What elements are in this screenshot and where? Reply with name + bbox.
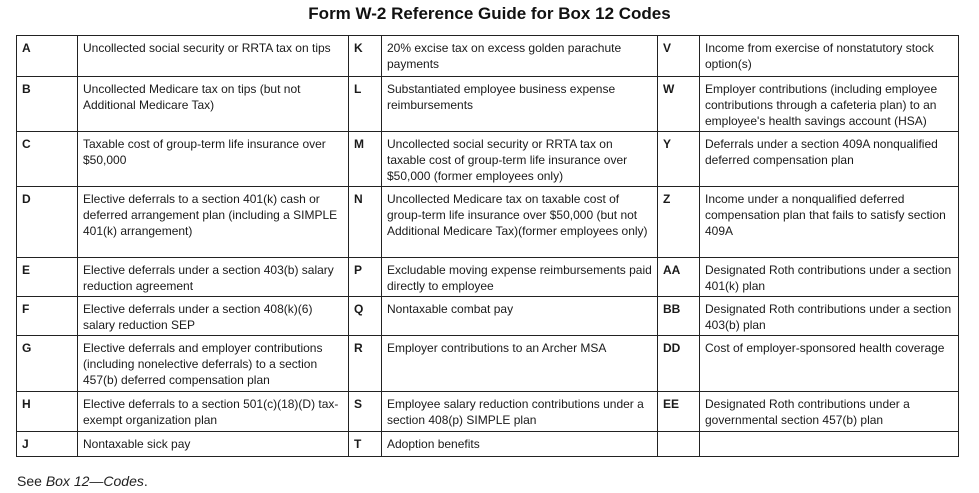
description-cell: Elective deferrals to a section 501(c)(18)(D) tax-exempt organization plan: [78, 392, 349, 432]
table-row: [17, 297, 959, 336]
description-cell: Uncollected Medicare tax on taxable cost of group-term life insurance over $50,000 (but not Additional Medicare Tax)(former employees only): [382, 187, 658, 258]
description-cell: Elective deferrals under a section 408(k)(6) salary reduction SEP: [78, 297, 349, 336]
code-cell: H: [17, 392, 78, 432]
box12-codes-table: [16, 35, 959, 457]
description-cell: Designated Roth contributions under a governmental section 457(b) plan: [700, 392, 959, 432]
code-cell: AA: [658, 258, 700, 297]
table-row: [17, 36, 959, 77]
code-cell: M: [349, 132, 382, 187]
code-cell: C: [17, 132, 78, 187]
description-cell: Designated Roth contributions under a section 401(k) plan: [700, 258, 959, 297]
code-cell: W: [658, 77, 700, 132]
code-cell: J: [17, 432, 78, 457]
description-cell: Employer contributions (including employee contributions through a cafeteria plan) to an employee's health savings account (HSA): [700, 77, 959, 132]
code-cell: N: [349, 187, 382, 258]
description-cell: Uncollected Medicare tax on tips (but not Additional Medicare Tax): [78, 77, 349, 132]
description-cell: Deferrals under a section 409A nonqualified deferred compensation plan: [700, 132, 959, 187]
description-cell: Uncollected social security or RRTA tax on taxable cost of group-term life insurance over $50,000 (former employees only): [382, 132, 658, 187]
table-row: [17, 432, 959, 457]
description-cell: Elective deferrals and employer contributions (including nonelective deferrals) to a section 457(b) deferred compensation plan: [78, 336, 349, 392]
code-cell: Y: [658, 132, 700, 187]
code-cell: R: [349, 336, 382, 392]
empty-code-cell: [658, 432, 700, 457]
footnote-suffix: .: [143, 473, 148, 489]
description-cell: Taxable cost of group-term life insurance over $50,000: [78, 132, 349, 187]
box12-codes-reference-link[interactable]: Box 12—Codes: [45, 473, 144, 489]
table-row: [17, 336, 959, 392]
description-cell: Nontaxable sick pay: [78, 432, 349, 457]
description-cell: Cost of employer-sponsored health coverage: [700, 336, 959, 392]
description-cell: Elective deferrals under a section 403(b) salary reduction agreement: [78, 258, 349, 297]
empty-description-cell: [700, 432, 959, 457]
code-cell: K: [349, 36, 382, 77]
table-row: [17, 77, 959, 132]
code-cell: G: [17, 336, 78, 392]
code-cell: Z: [658, 187, 700, 258]
code-cell: Q: [349, 297, 382, 336]
code-cell: P: [349, 258, 382, 297]
description-cell: Income from exercise of nonstatutory stock option(s): [700, 36, 959, 77]
code-cell: D: [17, 187, 78, 258]
code-cell: EE: [658, 392, 700, 432]
code-cell: E: [17, 258, 78, 297]
description-cell: Employer contributions to an Archer MSA: [382, 336, 658, 392]
footnote-prefix: See: [17, 473, 46, 489]
code-cell: DD: [658, 336, 700, 392]
description-cell: Nontaxable combat pay: [382, 297, 658, 336]
description-cell: Substantiated employee business expense reimbursements: [382, 77, 658, 132]
code-cell: V: [658, 36, 700, 77]
code-cell: F: [17, 297, 78, 336]
table-row: [17, 392, 959, 432]
description-cell: 20% excise tax on excess golden parachute payments: [382, 36, 658, 77]
code-cell: BB: [658, 297, 700, 336]
description-cell: Elective deferrals to a section 401(k) cash or deferred arrangement plan (including a SIMPLE 401(k) arrangement): [78, 187, 349, 258]
description-cell: Income under a nonqualified deferred compensation plan that fails to satisfy section 409A: [700, 187, 959, 258]
code-cell: S: [349, 392, 382, 432]
description-cell: Adoption benefits: [382, 432, 658, 457]
description-cell: Employee salary reduction contributions under a section 408(p) SIMPLE plan: [382, 392, 658, 432]
description-cell: Uncollected social security or RRTA tax on tips: [78, 36, 349, 77]
code-cell: A: [17, 36, 78, 77]
table-row: [17, 132, 959, 187]
code-cell: B: [17, 77, 78, 132]
table-row: [17, 258, 959, 297]
page-title: Form W-2 Reference Guide for Box 12 Codes: [308, 4, 671, 23]
code-cell: L: [349, 77, 382, 132]
description-cell: Designated Roth contributions under a section 403(b) plan: [700, 297, 959, 336]
footnote: [17, 473, 148, 489]
code-cell: T: [349, 432, 382, 457]
description-cell: Excludable moving expense reimbursements paid directly to employee: [382, 258, 658, 297]
table-row: [17, 187, 959, 258]
